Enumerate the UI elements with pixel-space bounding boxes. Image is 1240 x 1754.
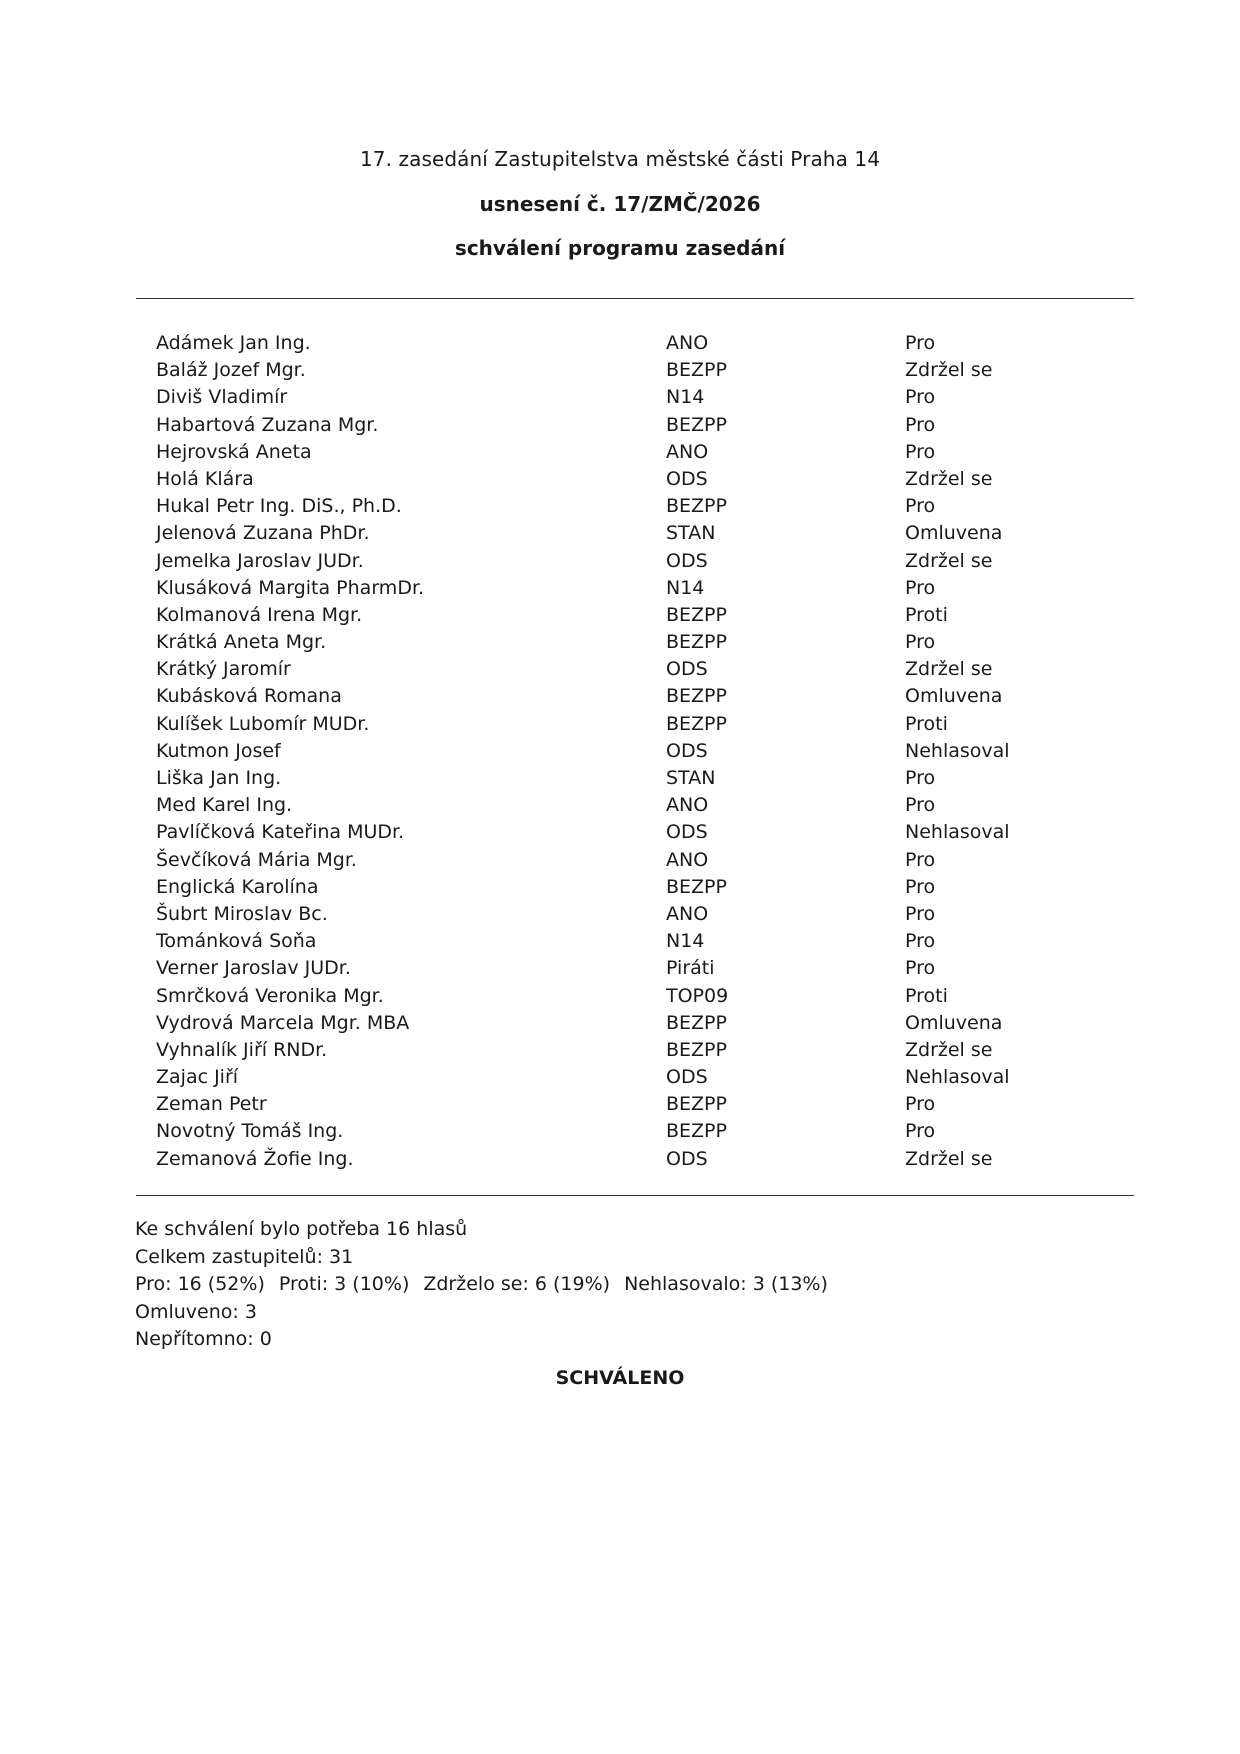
summary-required-text: Ke schválení bylo potřeba 16 hlasů xyxy=(135,1218,468,1240)
member-name: Tománková Soňa xyxy=(156,930,317,953)
bottom-divider xyxy=(136,1195,1134,1196)
member-party: BEZPP xyxy=(666,1093,727,1116)
vote-row xyxy=(0,819,1240,846)
member-vote: Pro xyxy=(905,1093,936,1116)
member-name: Zeman Petr xyxy=(156,1093,267,1116)
summary-total xyxy=(135,1244,828,1272)
member-party: BEZPP xyxy=(666,1120,727,1143)
vote-row xyxy=(0,765,1240,792)
member-vote: Pro xyxy=(905,794,936,817)
summary-omluveno xyxy=(135,1299,828,1327)
member-name: Zemanová Žofie Ing. xyxy=(156,1147,354,1170)
member-party: BEZPP xyxy=(666,685,727,708)
member-party: ANO xyxy=(666,902,709,925)
vote-row xyxy=(0,738,1240,765)
vote-row xyxy=(0,602,1240,629)
member-party: ODS xyxy=(666,549,708,572)
vote-row xyxy=(0,330,1240,357)
member-name: Krátký Jaromír xyxy=(156,658,291,681)
vote-summary xyxy=(135,1216,828,1354)
member-name: Vydrová Marcela Mgr. MBA xyxy=(156,1011,410,1034)
vote-row xyxy=(0,1037,1240,1064)
vote-row xyxy=(0,792,1240,819)
member-vote: Pro xyxy=(905,875,936,898)
member-party: ODS xyxy=(666,739,708,762)
member-party: N14 xyxy=(666,930,705,953)
member-vote: Pro xyxy=(905,631,936,654)
member-party: STAN xyxy=(666,767,716,789)
member-vote: Proti xyxy=(905,712,948,735)
member-name: Smrčková Veronika Mgr. xyxy=(156,984,384,1007)
member-vote: Pro xyxy=(905,848,936,871)
member-name: Šubrt Miroslav Bc. xyxy=(156,902,328,925)
member-vote: Omluvena xyxy=(905,1011,1003,1034)
vote-row xyxy=(0,412,1240,439)
vote-row xyxy=(0,548,1240,575)
member-vote: Zdržel se xyxy=(905,467,993,490)
member-party: ODS xyxy=(666,821,708,844)
member-vote: Zdržel se xyxy=(905,359,993,382)
member-party: BEZPP xyxy=(666,603,727,626)
member-name: Holá Klára xyxy=(156,467,254,490)
member-name: Verner Jaroslav JUDr. xyxy=(156,957,351,980)
member-party: Piráti xyxy=(666,957,715,980)
vote-row xyxy=(0,874,1240,901)
vote-row xyxy=(0,955,1240,982)
member-name: Med Karel Ing. xyxy=(156,794,293,817)
vote-row xyxy=(0,1146,1240,1173)
member-name: Klusáková Margita PharmDr. xyxy=(156,576,425,599)
member-party: BEZPP xyxy=(666,875,727,898)
member-party: ANO xyxy=(666,332,709,354)
summary-total-text: Celkem zastupitelů: 31 xyxy=(135,1245,354,1268)
member-party: BEZPP xyxy=(666,712,727,735)
member-vote: Pro xyxy=(905,495,936,518)
vote-row xyxy=(0,384,1240,411)
member-party: BEZPP xyxy=(666,359,727,382)
member-vote: Proti xyxy=(905,603,948,626)
summary-zdrzelo: Zdrželo se: 6 (19%) xyxy=(423,1273,611,1295)
member-name: Pavlíčková Kateřina MUDr. xyxy=(156,821,405,844)
member-vote: Pro xyxy=(905,902,936,925)
summary-proti: Proti: 3 (10%) xyxy=(278,1273,410,1295)
summary-required xyxy=(135,1216,828,1244)
member-party: ANO xyxy=(666,794,709,817)
summary-breakdown xyxy=(135,1271,828,1299)
vote-row xyxy=(0,847,1240,874)
vote-row xyxy=(0,629,1240,656)
member-vote: Pro xyxy=(905,767,936,789)
result-status: SCHVÁLENO xyxy=(555,1367,685,1389)
member-vote: Nehlasoval xyxy=(905,821,1010,844)
member-name: Novotný Tomáš Ing. xyxy=(156,1120,344,1143)
vote-row xyxy=(0,711,1240,738)
member-name: Adámek Jan Ing. xyxy=(156,332,311,354)
member-name: Kutmon Josef xyxy=(156,739,281,762)
member-vote: Pro xyxy=(905,413,936,436)
member-party: ANO xyxy=(666,440,709,463)
member-vote: Zdržel se xyxy=(905,658,993,681)
member-name: Jemelka Jaroslav JUDr. xyxy=(156,549,364,572)
member-name: Krátká Aneta Mgr. xyxy=(156,631,327,654)
member-name: Zajac Jiří xyxy=(156,1066,239,1089)
member-name: Habartová Zuzana Mgr. xyxy=(156,413,379,436)
resolution-number: usnesení č. 17/ZMČ/2026 xyxy=(479,192,761,216)
member-name: Vyhnalík Jiří RNDr. xyxy=(156,1038,328,1061)
vote-row xyxy=(0,928,1240,955)
member-name: Jelenová Zuzana PhDr. xyxy=(156,522,370,545)
member-party: BEZPP xyxy=(666,413,727,436)
member-name: Liška Jan Ing. xyxy=(156,767,282,789)
member-party: ODS xyxy=(666,1147,708,1170)
member-vote: Zdržel se xyxy=(905,549,993,572)
member-vote: Pro xyxy=(905,332,936,354)
member-vote: Nehlasoval xyxy=(905,1066,1010,1089)
member-party: BEZPP xyxy=(666,1011,727,1034)
vote-row xyxy=(0,1118,1240,1145)
vote-row xyxy=(0,439,1240,466)
member-party: ODS xyxy=(666,658,708,681)
member-name: Kulíšek Lubomír MUDr. xyxy=(156,712,370,735)
member-vote: Pro xyxy=(905,930,936,953)
vote-row xyxy=(0,493,1240,520)
vote-row xyxy=(0,466,1240,493)
member-vote: Nehlasoval xyxy=(905,739,1010,762)
member-party: STAN xyxy=(666,522,716,545)
member-party: TOP09 xyxy=(666,984,729,1007)
vote-row xyxy=(0,683,1240,710)
summary-nehlasovalo: Nehlasovalo: 3 (13%) xyxy=(624,1273,828,1295)
vote-row xyxy=(0,901,1240,928)
summary-pro: Pro: 16 (52%) xyxy=(135,1273,265,1295)
member-party: ODS xyxy=(666,467,708,490)
member-party: ANO xyxy=(666,848,709,871)
member-vote: Proti xyxy=(905,984,948,1007)
session-title: 17. zasedání Zastupitelstva městské části Praha 14 xyxy=(359,147,881,171)
top-divider xyxy=(136,298,1134,299)
member-party: BEZPP xyxy=(666,631,727,654)
member-name: Hejrovská Aneta xyxy=(156,440,312,463)
vote-row xyxy=(0,575,1240,602)
vote-row xyxy=(0,520,1240,547)
vote-list xyxy=(0,330,1240,1173)
member-party: N14 xyxy=(666,576,705,599)
member-vote: Pro xyxy=(905,440,936,463)
summary-nepritomno xyxy=(135,1326,828,1354)
member-name: Ševčíková Mária Mgr. xyxy=(156,848,357,871)
vote-row xyxy=(0,357,1240,384)
member-vote: Zdržel se xyxy=(905,1038,993,1061)
vote-row xyxy=(0,1091,1240,1118)
member-name: Hukal Petr Ing. DiS., Ph.D. xyxy=(156,495,402,518)
member-name: Diviš Vladimír xyxy=(156,386,288,409)
member-name: Kolmanová Irena Mgr. xyxy=(156,603,363,626)
member-vote: Pro xyxy=(905,386,936,409)
member-vote: Omluvena xyxy=(905,685,1003,708)
member-party: BEZPP xyxy=(666,495,727,518)
vote-row xyxy=(0,656,1240,683)
vote-row xyxy=(0,1010,1240,1037)
member-name: Kubásková Romana xyxy=(156,685,342,708)
resolution-subject: schválení programu zasedání xyxy=(454,236,786,260)
member-vote: Pro xyxy=(905,1120,936,1143)
vote-row xyxy=(0,1064,1240,1091)
member-name: Englická Karolína xyxy=(156,875,319,898)
summary-nepritomno-text: Nepřítomno: 0 xyxy=(135,1328,272,1350)
member-vote: Zdržel se xyxy=(905,1147,993,1170)
vote-row xyxy=(0,983,1240,1010)
summary-omluveno-text: Omluveno: 3 xyxy=(135,1300,257,1323)
member-party: BEZPP xyxy=(666,1038,727,1061)
member-party: N14 xyxy=(666,386,705,409)
member-vote: Pro xyxy=(905,576,936,599)
member-vote: Pro xyxy=(905,957,936,980)
member-vote: Omluvena xyxy=(905,522,1003,545)
member-party: ODS xyxy=(666,1066,708,1089)
member-name: Baláž Jozef Mgr. xyxy=(156,359,306,382)
